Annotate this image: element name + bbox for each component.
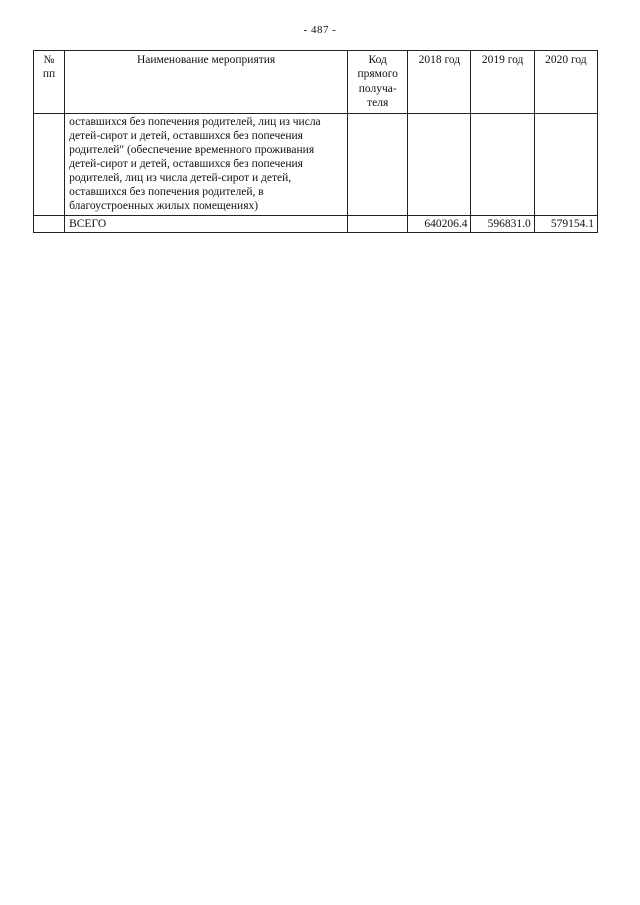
page-number: - 487 - [303, 24, 337, 36]
row-num-cell [34, 113, 65, 215]
row-2018-cell [408, 113, 471, 215]
row-2020-cell [534, 113, 597, 215]
table-row [34, 113, 598, 215]
total-2019: 596831.0 [471, 215, 534, 232]
budget-table [33, 50, 598, 233]
header-2020: 2020 год [534, 51, 597, 114]
header-2018: 2018 год [408, 51, 471, 114]
row-name-cell: оставшихся без попечения родителей, лиц из числа детей-сирот и детей, оставшихся без попечения родителей" (обеспечение временного проживания детей-сирот и детей, оставшихся без попечения родителей, лиц из числа детей-сирот и детей, оставшихся без попечения родителей, в благоустроенных жилых помещениях) [65, 113, 348, 215]
header-name: Наименование мероприятия [65, 51, 348, 114]
total-2020: 579154.1 [534, 215, 597, 232]
total-label: ВСЕГО [65, 215, 348, 232]
total-num-cell [34, 215, 65, 232]
header-row [34, 51, 598, 114]
header-2019: 2019 год [471, 51, 534, 114]
total-row [34, 215, 598, 232]
total-2018: 640206.4 [408, 215, 471, 232]
total-code-cell [348, 215, 408, 232]
row-2019-cell [471, 113, 534, 215]
header-code: Код прямого получа-теля [348, 51, 408, 114]
row-code-cell [348, 113, 408, 215]
header-num: № пп [34, 51, 65, 114]
table-body [34, 113, 598, 232]
table-header [34, 51, 598, 114]
